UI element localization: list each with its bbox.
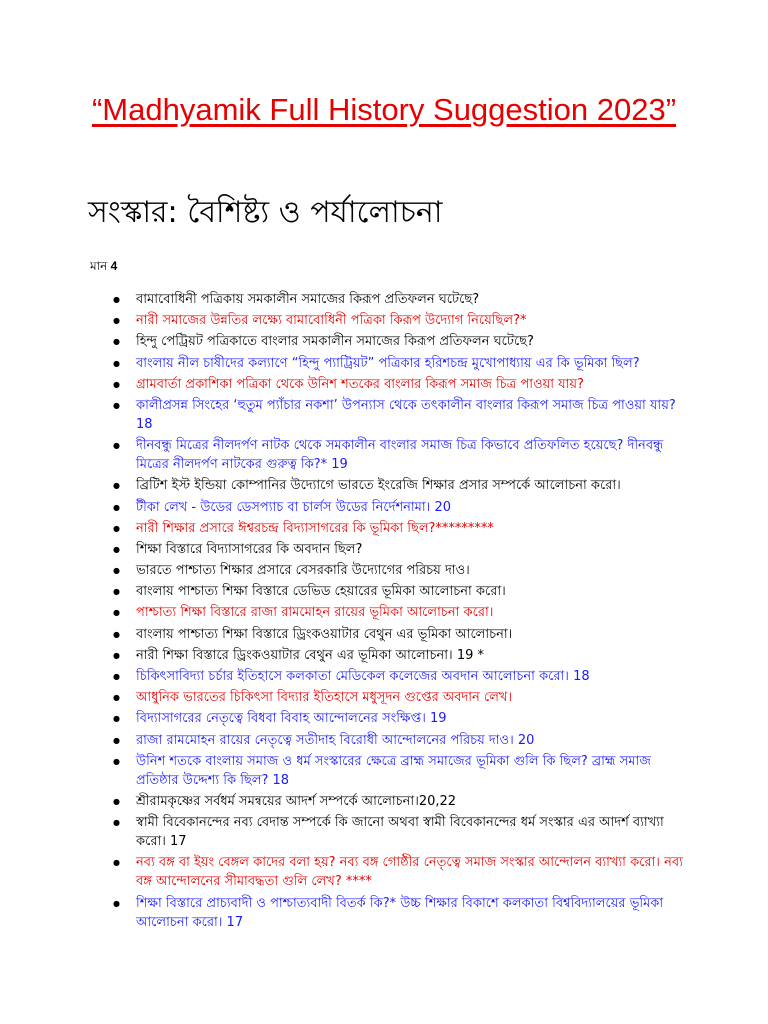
question-item: ● চিকিৎসাবিদ্যা চর্চার ইতিহাসে কলকাতা মেডিকেল কলেজের অবদান আলোচনা করো। 18 bbox=[101, 667, 686, 686]
question-item: ● শিক্ষা বিস্তারে প্রাচ্যবাদী ও পাশ্চাত্যবাদী বিতর্ক কি?* উচ্চ শিক্ষার বিকাশে কলকাতা বিশ্ববিদ্যালয়ের ভূমিকা আলোচনা করো। 17 bbox=[101, 894, 686, 932]
question-item: ● ভারতে পাশ্চাত্য শিক্ষার প্রসারে বেসরকারি উদ্যোগের পরিচয় দাও। bbox=[101, 561, 686, 580]
question-item: ● কালীপ্রসন্ন সিংহের ‘হুতুম প্যাঁচার নকশা’ উপন্যাস থেকে তৎকালীন বাংলার কিরূপ সমাজ চিত্র পাওয়া যায়? 18 bbox=[101, 396, 686, 434]
document-title: “Madhyamik Full History Suggestion 2023” bbox=[91, 92, 677, 127]
question-item: ● শ্রীরামকৃষ্ণের সর্বধর্ম সমন্বয়ের আদর্শ সম্পর্কে আলোচনা।20,22 bbox=[101, 792, 686, 811]
question-item: ● শিক্ষা বিস্তারে বিদ্যাসাগরের কি অবদান ছিল? bbox=[101, 540, 686, 559]
section-heading: সংস্কার: বৈশিষ্ট্য ও পর্যালোচনা bbox=[88, 195, 443, 230]
question-item: ● নারী সমাজের উন্নতির লক্ষ্যে বামাবোধিনী পত্রিকা কিরূপ উদ্যোগ নিয়েছিল?* bbox=[101, 311, 686, 330]
question-item: ● পাশ্চাত্য শিক্ষা বিস্তারে রাজা রামমোহন রায়ের ভূমিকা আলোচনা করো। bbox=[101, 603, 686, 622]
question-item: ● নারী শিক্ষার প্রসারে ঈশ্বরচন্দ্র বিদ্যাসাগরের কি ভূমিকা ছিল?********* bbox=[101, 519, 686, 538]
question-list bbox=[101, 290, 686, 934]
question-item: ● বিদ্যাসাগরের নেতৃত্বে বিধবা বিবাহ আন্দোলনের সংক্ষিপ্ত। 19 bbox=[101, 709, 686, 728]
question-item: ● গ্রামবার্তা প্রকাশিকা পত্রিকা থেকে উনিশ শতকের বাংলার কিরূপ সমাজ চিত্র পাওয়া যায়? bbox=[101, 375, 686, 394]
question-item: ● বাংলায় পাশ্চাত্য শিক্ষা বিস্তারে ড্রিংকওয়াটার বেথুন এর ভূমিকা আলোচনা। bbox=[101, 625, 686, 644]
question-item: ● হিন্দু পেট্রিয়ট পত্রিকাতে বাংলার সমকালীন সমাজের কিরূপ প্রতিফলন ঘটেছে? bbox=[101, 332, 686, 351]
question-item: ● টীকা লেখ - উডের ডেসপ্যাচ বা চার্লস উডের নির্দেশনামা। 20 bbox=[101, 498, 686, 517]
question-item: ● দীনবন্ধু মিত্রের নীলদর্পণ নাটক থেকে সমকালীন বাংলার সমাজ চিত্র কিভাবে প্রতিফলিত হয়েছে? দীনবন্ধু মিত্রের নীলদর্পণ নাটকের গুরুত্ব কি?* 19 bbox=[101, 436, 686, 474]
question-item: ● ব্রিটিশ ইস্ট ইন্ডিয়া কোম্পানির উদ্যোগে ভারতে ইংরেজি শিক্ষার প্রসার সম্পর্কে আলোচনা করো। bbox=[101, 476, 686, 495]
question-item: ● রাজা রামমোহন রায়ের নেতৃত্বে সতীদাহ বিরোধী আন্দোলনের পরিচয় দাও। 20 bbox=[101, 731, 686, 750]
question-item: ● বাংলায় পাশ্চাত্য শিক্ষা বিস্তারে ডেভিড হেয়ারের ভূমিকা আলোচনা করো। bbox=[101, 582, 686, 601]
marks-text: মান bbox=[90, 259, 108, 273]
question-item: ● বাংলায় নীল চাষীদের কল্যাণে “হিন্দু প্যাট্রিয়ট” পত্রিকার হরিশচন্দ্র মুখোপাধ্যায় এর কি ভূমিকা ছিল? bbox=[101, 354, 686, 373]
marks-value: 4 bbox=[110, 259, 118, 273]
question-item: ● বামাবোধিনী পত্রিকায় সমকালীন সমাজের কিরূপ প্রতিফলন ঘটেছে? bbox=[101, 290, 686, 309]
question-item: ● উনিশ শতকে বাংলায় সমাজ ও ধর্ম সংস্কারের ক্ষেত্রে ব্রাহ্ম সমাজের ভূমিকা গুলি কি ছিল? ব্রাহ্ম সমাজ প্রতিষ্ঠার উদ্দেশ্য কি ছিল? 18 bbox=[101, 752, 686, 790]
question-item: ● স্বামী বিবেকানন্দের নব্য বেদান্ত সম্পর্কে কি জানো অথবা স্বামী বিবেকানন্দের ধর্ম সংস্কার এর আদর্শ ব্যাখ্যা করো। 17 bbox=[101, 813, 686, 851]
marks-label bbox=[90, 258, 117, 278]
question-item: ● নারী শিক্ষা বিস্তারে ড্রিংকওয়াটার বেথুন এর ভূমিকা আলোচনা। 19 * bbox=[101, 646, 686, 665]
question-item: ● নব্য বঙ্গ বা ইয়ং বেঙ্গল কাদের বলা হয়? নব্য বঙ্গ গোষ্ঠীর নেতৃত্বে সমাজ সংস্কার আন্দোলন ব্যাখ্যা করো। নব্য বঙ্গ আন্দোলনের সীমাবদ্ধতা গুলি লেখ? **** bbox=[101, 853, 686, 891]
question-item: ● আধুনিক ভারতের চিকিৎসা বিদ্যার ইতিহাসে মধুসূদন গুপ্তের অবদান লেখ। bbox=[101, 688, 686, 707]
